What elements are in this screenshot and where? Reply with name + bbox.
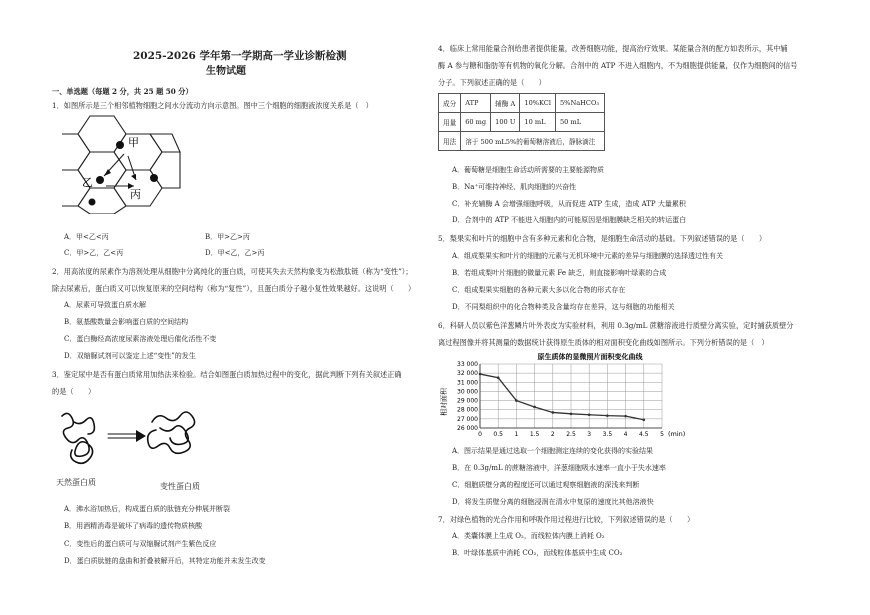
q3-option-c[interactable]: C．变性后的蛋白质可与双缩脲试剂产生紫色反应 — [64, 540, 217, 548]
chart-ytick-label: 26 000 — [457, 425, 478, 432]
chart-title: 原生质体的显微照片面积变化曲线 — [537, 353, 643, 361]
cell-label-jia: 甲 — [128, 136, 139, 149]
chart-xtick-label: 1 — [514, 431, 519, 438]
q1-option-d[interactable]: D．甲<乙，乙>丙 — [205, 249, 265, 257]
q1-stem: 1．如图所示是三个相邻植物细胞之间水分流动方向示意图。图中三个细胞的细胞液浓度关系是（ ） — [52, 101, 373, 110]
q3-stem-line1: 3．鉴定尿中是否有蛋白质常用加热法来检验。结合如图蛋白质加热过程中的变化，据此判断下列有关叙述正确 — [52, 370, 402, 379]
q5-option-a[interactable]: A．组成梨果实和叶片的细胞的元素与无机环境中元素的差异与细胞膜的选择透过性有关 — [452, 252, 724, 260]
chart-xtick-label: 3 — [587, 431, 592, 438]
denatured-protein-coil — [148, 412, 195, 453]
q2-option-a[interactable]: A．尿素可导致蛋白质水解 — [64, 301, 147, 309]
q6-option-d[interactable]: D．将发生质壁分离的细胞浸润在清水中复原的速度比其他溶液快 — [452, 498, 654, 506]
table-row — [439, 113, 605, 132]
chart-data-point — [533, 406, 536, 409]
q7-option-b[interactable]: B．叶绿体基质中消耗 CO₂，而线粒体基质中生成 CO₂ — [452, 549, 623, 557]
hex-cell — [150, 152, 180, 188]
nucleus — [150, 174, 158, 182]
chart-series-line — [480, 374, 644, 420]
table-cell: 10%KCl — [520, 94, 556, 113]
chart-data-point — [643, 418, 646, 421]
chart-yticks — [457, 361, 478, 432]
q2-stem-line1: 2．用高浓度的尿素作为溶剂处理从细胞中分离纯化的蛋白质，可使其失去天然构象变为松散肽链（称为“变性”）； — [52, 267, 413, 276]
q7-stem: 7．对绿色植物的光合作用和呼吸作用过程进行比较，下列叙述错误的是（ ） — [438, 515, 695, 524]
chart-ytick-label: 27 000 — [457, 415, 478, 423]
chart-xlabel: (min) — [668, 430, 686, 438]
q6-option-b[interactable]: B．在 0.3g/mL 的蔗糖溶液中，洋葱细胞吸水速率一直小于失水速率 — [452, 464, 666, 472]
table-cell: 50 mL — [555, 113, 604, 132]
chart-xticks — [478, 431, 664, 438]
chart-ytick-label: 32 000 — [457, 370, 478, 378]
table-cell: 用法 — [439, 132, 461, 151]
chart-xtick-label: 2 — [550, 431, 555, 438]
arrow-head — [131, 174, 136, 180]
q4-option-b[interactable]: B．Na⁺可维持神经、肌肉细胞的兴奋性 — [452, 183, 577, 191]
q4-stem-line3: 分子。下列叙述正确的是（ ） — [438, 78, 546, 87]
cell-label-bing: 丙 — [130, 188, 141, 201]
table-cell: 10 mL — [520, 113, 556, 132]
chart-ytick-label: 28 000 — [457, 406, 478, 414]
table-cell: ATP — [461, 94, 491, 113]
q4-stem-line1: 4．临床上常用能量合剂给患者提供能量，改善细胞功能，提高治疗效果。某能量合剂的配方如表所示，其中辅 — [438, 44, 788, 53]
chart-data-point — [570, 413, 573, 416]
exam-subtitle: 生物试题 — [206, 66, 246, 77]
chart-xtick-label: 2.5 — [566, 431, 576, 438]
q1-option-c[interactable]: C．甲>乙，乙<丙 — [64, 249, 124, 257]
table-row — [439, 94, 605, 113]
hex-cell — [150, 134, 180, 152]
chart-ytick-label: 33 000 — [457, 361, 478, 368]
chart-xtick-label: 1.5 — [529, 431, 540, 438]
q3-protein-diagram — [52, 408, 252, 483]
q4-dosage-table — [438, 93, 605, 151]
q4-option-d[interactable]: D．合剂中的 ATP 不能进入细胞内的可能原因是细胞膜缺乏相关的转运蛋白 — [452, 216, 687, 224]
table-cell: 5%NaHCO₃ — [555, 94, 604, 113]
table-cell: 成分 — [439, 94, 461, 113]
q6-option-c[interactable]: C．细胞质壁分离的程度还可以通过观察细胞液的深浅来判断 — [452, 481, 640, 489]
chart-ytick-label: 31 000 — [457, 379, 478, 387]
chart-data-point — [479, 373, 482, 376]
chart-points — [479, 373, 645, 421]
chart-ylabel: 相对面积 — [440, 388, 448, 416]
q7-option-a[interactable]: A．类囊体膜上生成 O₂，而线粒体内膜上消耗 O₂ — [452, 532, 605, 540]
chart-xtick-label: 5 — [660, 431, 664, 438]
chart-data-point — [497, 376, 500, 379]
q1-option-a[interactable]: A．甲<乙<丙 — [64, 233, 109, 241]
arrow-head — [136, 430, 146, 442]
q4-stem-line2: 酶 A 参与糖和脂肪等有机物的氧化分解。合剂中的 ATP 不进入细胞内，不为细胞提供能量，仅作为细胞间的信号 — [438, 61, 798, 70]
label-denatured-protein: 变性蛋白质 — [160, 482, 200, 491]
chart-xtick-label: 0 — [478, 431, 482, 438]
table-cell: 溶于 500 mL5%的葡萄糖溶液后，静脉滴注 — [461, 132, 605, 151]
cell-label-yi: 乙 — [82, 176, 93, 189]
table-cell: 100 U — [491, 113, 520, 132]
chart-data-point — [515, 399, 518, 402]
q2-option-d[interactable]: D．双缩脲试剂可以鉴定上述“变性”的发生 — [64, 352, 196, 360]
chart-data-point — [624, 415, 627, 418]
chart-ytick-label: 30 000 — [457, 388, 478, 396]
q2-option-c[interactable]: C．蛋白酶经高浓度尿素溶液处理后催化活性不变 — [64, 335, 217, 343]
nucleus — [96, 176, 104, 184]
q2-stem-line2: 除去尿素后，蛋白质又可以恢复原来的空间结构（称为“复性”），且蛋白质分子越小复性效果越好。这说明（ ） — [52, 284, 416, 293]
q3-option-d[interactable]: D．蛋白质肽链的盘曲和折叠被解开后，其特定功能并未发生改变 — [64, 557, 266, 565]
q1-option-b[interactable]: B．甲>乙>丙 — [205, 233, 250, 241]
chart-ytick-label: 29 000 — [457, 397, 478, 405]
hex-cell — [78, 188, 126, 214]
q5-option-c[interactable]: C．组成梨果实细胞的各种元素大多以化合物的形式存在 — [452, 286, 626, 294]
q5-stem: 5．梨果实和叶片的细胞中含有多种元素和化合物，是细胞生命活动的基础。下列叙述错误的是（ ） — [438, 234, 767, 243]
chart-data-point — [552, 411, 555, 414]
table-cell: 60 mg — [461, 113, 491, 132]
q5-option-b[interactable]: B．若组成梨叶片细胞的微量元素 Fe 缺乏，则直接影响叶绿素的合成 — [452, 269, 667, 277]
chart-xtick-label: 4.5 — [639, 431, 649, 438]
q5-option-d[interactable]: D．不同梨组织中的化合物种类及含量均存在差异，这与细胞的功能相关 — [452, 303, 675, 311]
chart-xtick-label: 0.5 — [493, 431, 503, 438]
chart-data-point — [588, 413, 591, 416]
nucleus — [116, 141, 124, 149]
q3-option-b[interactable]: B．用酒精消毒是破坏了病毒的遗传物质核酸 — [64, 522, 203, 530]
q4-option-a[interactable]: A．葡萄糖是细胞生命活动所需要的主要能源物质 — [452, 166, 605, 174]
q6-area-chart — [440, 350, 700, 440]
q3-option-a[interactable]: A．沸水浴加热后，构成蛋白质的肽链充分伸展并断裂 — [64, 505, 231, 513]
hex-cell — [62, 134, 90, 170]
q2-option-b[interactable]: B．氨基酸数量会影响蛋白质的空间结构 — [64, 318, 189, 326]
q4-option-c[interactable]: C．补充辅酶 A 会增强细胞呼吸，从而促进 ATP 生成，造成 ATP 大量累积 — [452, 200, 686, 208]
table-cell: 用量 — [439, 113, 461, 132]
label-native-protein: 天然蛋白质 — [56, 478, 96, 487]
table-cell: 辅酶 A — [491, 94, 520, 113]
q3-stem-line2: 的是（ ） — [52, 387, 96, 396]
q6-stem-line2: 离过程图像并将其测量的数据统计获得原生质体的相对面积变化曲线如图所示。下列分析错误的是（ ） — [438, 338, 769, 347]
chart-xtick-label: 3.5 — [602, 431, 613, 438]
chart-data-point — [606, 414, 609, 417]
q6-stem-line1: 6．科研人员以紫色洋葱鳞片叶外表皮为实验材料，利用 0.3g/mL 蔗糖溶液进行质壁分离实验，定时捕获质壁分 — [438, 321, 794, 330]
section-heading: 一、单选题（每题 2 分，共 25 题 50 分） — [52, 87, 193, 96]
chart-xtick-label: 4 — [623, 431, 628, 438]
nucleus — [89, 199, 96, 206]
exam-title: 2025-2026 学年第一学期高一学业诊断检测 — [133, 50, 347, 62]
native-protein-coil — [62, 413, 94, 463]
table-row — [439, 132, 605, 151]
q1-cell-diagram — [62, 114, 182, 214]
q6-option-a[interactable]: A．图示结果是通过选取一个细胞测定连续的变化获得的实验结果 — [452, 447, 654, 455]
